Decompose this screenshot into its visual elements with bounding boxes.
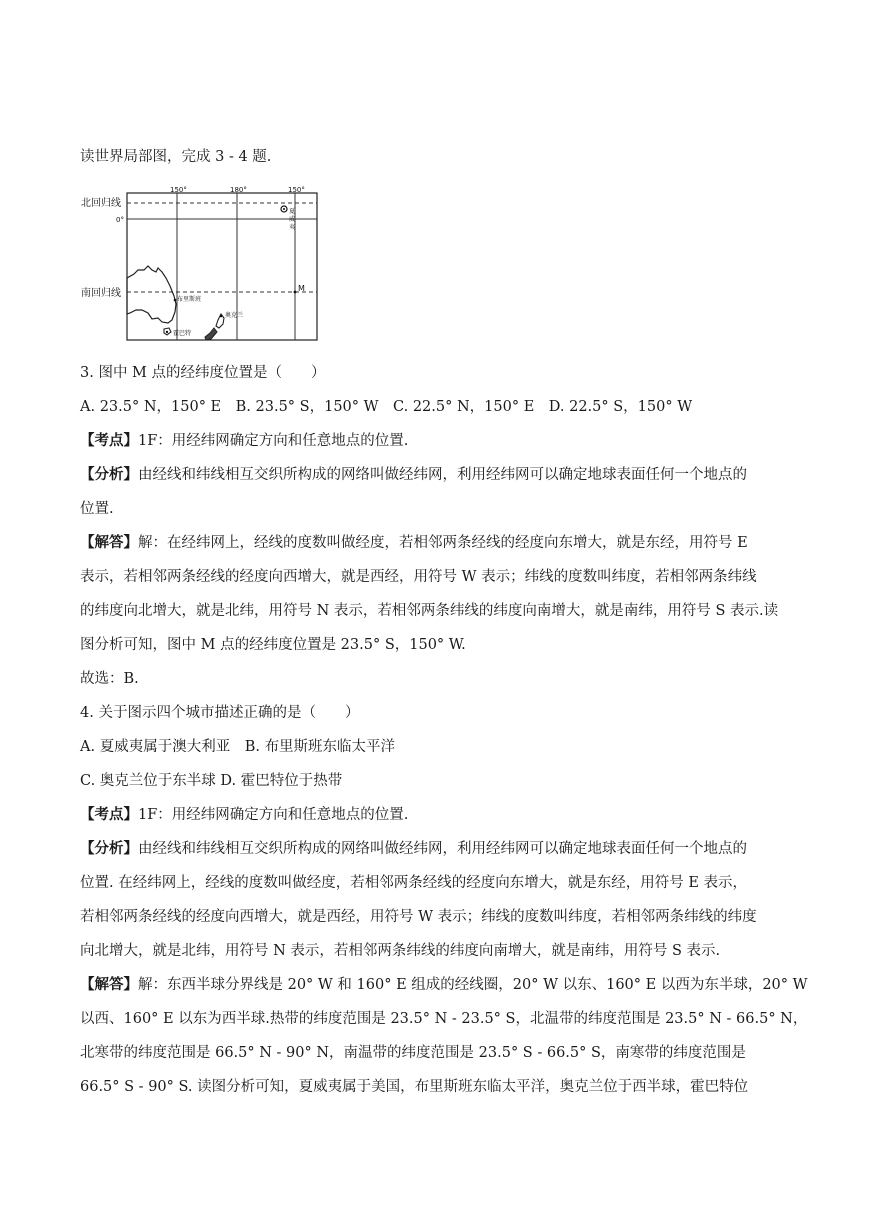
australia-outline bbox=[127, 266, 176, 323]
tropic-north-label: 北回归线 bbox=[81, 198, 121, 209]
point-m-marker bbox=[294, 291, 297, 294]
kaodian-tag: 【考点】 bbox=[80, 432, 138, 449]
fenxi-text: 由经线和纬线相互交织所构成的网络叫做经纬网，利用经纬网可以确定地球表面任何一个地点的 bbox=[138, 841, 747, 857]
fenxi-text: 由经线和纬线相互交织所构成的网络叫做经纬网，利用经纬网可以确定地球表面任何一个地点的 bbox=[138, 467, 747, 483]
lon-label: 180° bbox=[230, 186, 247, 194]
jieda-text: 解：东西半球分界线是 20° W 和 160° E 组成的经线圈，20° W 以东、160° E 以西为东半球，20° W bbox=[138, 977, 808, 993]
q3-jieda-cont: 的纬度向北增大，就是北纬，用符号 N 表示，若相邻两条纬线的纬度向南增大，就是南纬，用符号 S 表示.读 bbox=[80, 603, 779, 619]
q4-options-1: A. 夏威夷属于澳大利亚 B. 布里斯班东临太平洋 bbox=[80, 739, 396, 755]
world-map-figure bbox=[80, 186, 325, 346]
hobart-marker bbox=[166, 331, 168, 333]
q4-fenxi bbox=[80, 840, 747, 858]
q4-kaodian bbox=[80, 806, 408, 824]
jieda-tag: 【解答】 bbox=[80, 534, 138, 551]
point-m-label: M bbox=[298, 284, 305, 293]
kaodian-text: 1F：用经纬网确定方向和任意地点的位置. bbox=[138, 433, 409, 449]
tropic-south-label: 南回归线 bbox=[81, 288, 121, 299]
hawaii-label: 夷 bbox=[289, 224, 296, 231]
q4-jieda-cont: 北寒带的纬度范围是 66.5° N - 90° N，南温带的纬度范围是 23.5° S - 66.5° S，南寒带的纬度范围是 bbox=[80, 1045, 746, 1061]
lon-label: 150° bbox=[288, 186, 305, 194]
intro-text: 读世界局部图，完成 3 - 4 题. bbox=[80, 149, 272, 165]
q4-stem: 4. 关于图示四个城市描述正确的是（ ） bbox=[80, 705, 360, 721]
hawaii-label: 夏 bbox=[289, 208, 296, 215]
map-svg bbox=[80, 186, 325, 346]
lon-label: 150° bbox=[170, 186, 187, 194]
fenxi-tag: 【分析】 bbox=[80, 840, 138, 857]
q4-fenxi-cont: 向北增大，就是北纬，用符号 N 表示，若相邻两条纬线的纬度向南增大，就是南纬，用符号 S 表示. bbox=[80, 943, 721, 959]
q3-answer: 故选：B. bbox=[80, 671, 139, 687]
fenxi-tag: 【分析】 bbox=[80, 466, 138, 483]
q3-jieda-cont: 图分析可知，图中 M 点的经纬度位置是 23.5° S，150° W. bbox=[80, 637, 466, 653]
kaodian-text: 1F：用经纬网确定方向和任意地点的位置. bbox=[138, 807, 409, 823]
jieda-text: 解：在经纬网上，经线的度数叫做经度，若相邻两条经线的经度向东增大，就是东经，用符号 E bbox=[138, 535, 748, 551]
hobart-label: 霍巴特 bbox=[173, 330, 192, 337]
q3-jieda-cont: 表示，若相邻两条经线的经度向西增大，就是西经，用符号 W 表示；纬线的度数叫纬度，若相邻两条纬线 bbox=[80, 569, 757, 585]
q4-jieda bbox=[80, 976, 808, 994]
q3-fenxi bbox=[80, 466, 747, 484]
q4-options-2: C. 奥克兰位于东半球 D. 霍巴特位于热带 bbox=[80, 773, 343, 789]
kaodian-tag: 【考点】 bbox=[80, 806, 138, 823]
brisbane-label: 布里斯班 bbox=[177, 296, 202, 303]
q3-stem: 3. 图中 M 点的经纬度位置是（ ） bbox=[80, 365, 326, 381]
nz-south-island bbox=[205, 328, 217, 340]
auckland-label: 奥克兰 bbox=[225, 312, 244, 319]
q4-fenxi-cont: 若相邻两条经线的经度向西增大，就是西经，用符号 W 表示；纬线的度数叫纬度，若相邻两条纬线的纬度 bbox=[80, 909, 757, 925]
brisbane-marker bbox=[174, 299, 177, 302]
q4-jieda-cont: 以西、160° E 以东为西半球.热带的纬度范围是 23.5° N - 23.5° S，北温带的纬度范围是 23.5° N - 66.5° N， bbox=[80, 1011, 808, 1027]
jieda-tag: 【解答】 bbox=[80, 976, 138, 993]
q4-jieda-cont: 66.5° S - 90° S. 读图分析可知，夏威夷属于美国，布里斯班东临太平洋，奥克兰位于西半球，霍巴特位 bbox=[80, 1079, 749, 1095]
hawaii-marker-dot bbox=[283, 208, 285, 210]
hawaii-label: 威 bbox=[289, 216, 296, 223]
q3-fenxi-cont: 位置. bbox=[80, 501, 114, 517]
q4-fenxi-cont: 位置. 在经纬网上，经线的度数叫做经度，若相邻两条经线的经度向东增大，就是东经，用符号 E 表示， bbox=[80, 875, 748, 891]
q3-jieda bbox=[80, 534, 748, 552]
q3-kaodian bbox=[80, 432, 408, 450]
q3-options: A. 23.5° N，150° E B. 23.5° S，150° W C. 22.5° N，150° E D. 22.5° S，150° W bbox=[80, 399, 693, 415]
equator-label: 0° bbox=[116, 216, 124, 224]
auckland-marker bbox=[220, 315, 223, 318]
